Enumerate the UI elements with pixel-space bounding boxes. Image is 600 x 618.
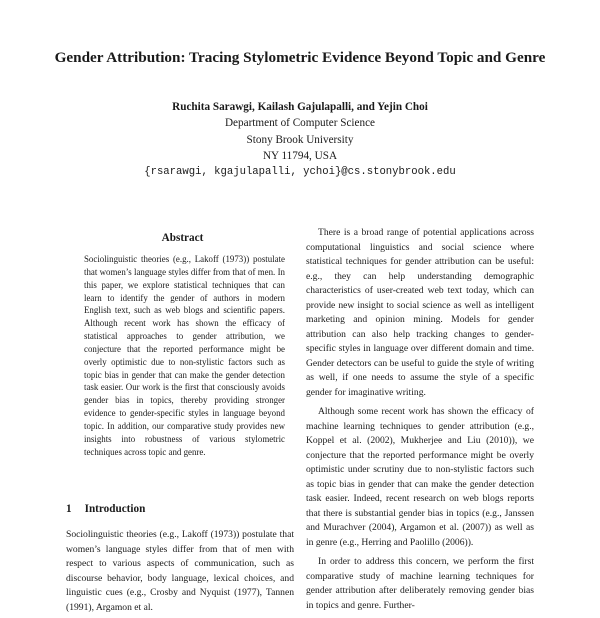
abstract-heading: Abstract	[161, 232, 204, 244]
paragraph: There is a broad range of potential applications across computational linguistics and social science where statistical techniques for gender attribution can be useful: e.g., they can help understanding demographic characteristics of user-created web text today, which can provide new insight to social science as well as intelligent marketing and opinion mining. Models for gender attribution can also help tracking changes to gender-specific styles in language over different domain and time. Gender detectors can be useful to guide the style of writing as well, if one needs to assume the style of a specific gender for imaginative writing.	[306, 227, 534, 398]
authors: Ruchita Sarawgi, Kailash Gajulapalli, and Yejin Choi	[172, 101, 428, 113]
department: Department of Computer Science	[224, 117, 376, 130]
section-heading-introduction	[66, 503, 145, 515]
section-number: 1	[66, 503, 72, 515]
address: NY 11794, USA	[262, 149, 338, 162]
author-block	[0, 99, 600, 180]
right-column	[306, 226, 534, 618]
email: {rsarawgi, kgajulapalli, ychoi}@cs.stonybrook.edu	[144, 166, 456, 179]
paragraph: Although some recent work has shown the efficacy of machine learning techniques to gender attribution (e.g., Koppel et al. (2002), Mukherjee and Liu (2010)), we conjecture that the reported performance might be overly optimistic under scrutiny due to non-stylistic factors such as topic bias in gender that can make the gender detection task easier. Indeed, recent research on web blogs reports that there is substantial gender bias in topics (e.g., Janssen and Murachver (2004), Argamon et al. (2007)) as well as in genre (e.g., Herring and Paolillo (2006)).	[306, 406, 534, 548]
abstract-body	[84, 253, 285, 459]
introduction-left-column	[66, 528, 294, 615]
paragraph: Sociolinguistic theories (e.g., Lakoff (1973)) postulate that women’s language styles differ from that of men with respect to various aspects of communication, such as discourse behavior, body language, lexical choices, and linguistic cues (e.g., Crosby and Nyquist (1977), Tannen (1991), Argamon et al.	[66, 529, 294, 613]
abstract-text: Sociolinguistic theories (e.g., Lakoff (1973)) postulate that women’s language styles differ from that of men. In this paper, we explore statistical techniques that can learn to identify the gender of authors in modern English text, such as web blogs and scientific papers. Although recent work has shown the efficacy of statistical approaches to gender attribution, we conjecture that the reported performance might be overly optimistic due to non-stylistic factors such as topic bias in gender that can make the gender detection task easier. Our work is the first that consciously avoids gender bias in topics, thereby providing stronger evidence to gender-specific styles in language beyond topic. In addition, our comparative study provides new insights into robustness of various stylometric techniques across topic and genre.	[84, 254, 285, 457]
paragraph: In order to address this concern, we perform the first comparative study of machine learning techniques for gender attribution after deliberately removing gender bias in topics and genre. Further-	[306, 556, 534, 611]
university: Stony Brook University	[246, 133, 354, 146]
paper-title: Gender Attribution: Tracing Stylometric Evidence Beyond Topic and Genre	[54, 49, 546, 66]
section-title: Introduction	[84, 503, 146, 515]
